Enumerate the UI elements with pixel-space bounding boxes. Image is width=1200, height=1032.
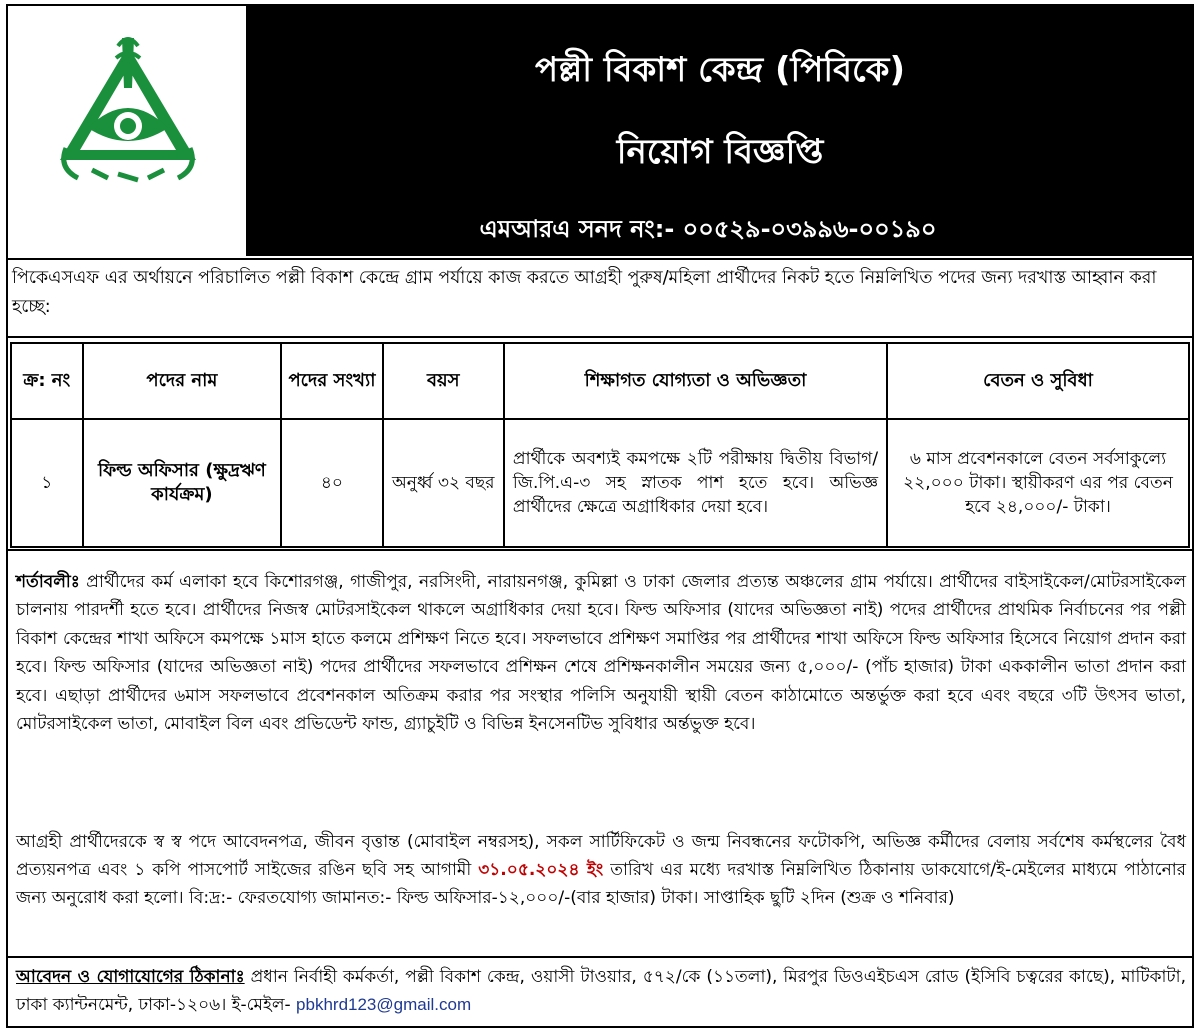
divider: [8, 549, 1192, 551]
header-education: শিক্ষাগত যোগ্যতা ও অভিজ্ঞতা: [504, 343, 887, 419]
email-link[interactable]: pbkhrd123@gmail.com: [296, 995, 472, 1014]
cell-post: ফিল্ড অফিসার (ক্ষুদ্রঋণ কার্যক্রম): [83, 419, 282, 547]
cell-age: অনুর্ধ্ব ৩২ বছর: [383, 419, 504, 547]
header-post: পদের নাম: [83, 343, 282, 419]
job-notice: [6, 4, 1194, 1028]
header-salary: বেতন ও সুবিধা: [887, 343, 1189, 419]
intro-text: পিকেএসএফ এর অর্থায়নে পরিচালিত পল্লী বিকাশ কেন্দ্রে গ্রাম পর্যায়ে কাজ করতে আগ্রহী পুরুষ/মহিলা প্রার্থীদের নিকট হতে নিম্নলিখিত পদের জন্য দরখাস্ত আহ্বান করা হচ্ছে:: [12, 268, 1157, 317]
apply-text-after: তারিখ এর মধ্যে দরখাস্ত নিম্নলিখিত ঠিকানায় ডাকযোগে/ই-মেইলের মাধ্যমে পাঠানোর জন্য অনুরোধ করা হলো। বি:দ্র:- ফেরতযোগ্য জামানত:- ফিল্ড অফিসার-১২,০০০/-(বার হাজার) টাকা। সাপ্তাহিক ছুটি ২দিন (শুক্র ও শনিবার): [16, 860, 1186, 908]
jobs-table: [10, 342, 1190, 548]
deadline-date: ৩১.০৫.২০২৪ ইং: [478, 860, 604, 880]
apply-text-before: আগ্রহী প্রার্থীদেরকে স্ব স্ব পদে আবেদনপত্র, জীবন বৃত্তান্ত (মোবাইল নম্বরসহ), সকল সার্টিফিকেট ও জন্ম নিবন্ধনের ফটোকপি, অভিজ্ঞ কর্মীদের বেলায় সর্বশেষ কর্মস্থলের বৈধ প্রত্যয়নপত্র এবং ১ কপি পাসপোর্ট সাইজের রঙিন ছবি সহ আগামী: [16, 832, 1186, 880]
org-title: পল্লী বিকাশ কেন্দ্র (পিবিকে): [535, 50, 905, 90]
header: [8, 6, 1192, 260]
header-age: বয়স: [383, 343, 504, 419]
header-count: পদের সংখ্যা: [281, 343, 382, 419]
header-serial: ক্র: নং: [11, 343, 83, 419]
address-text: প্রধান নির্বাহী কর্মকর্তা, পল্লী বিকাশ কেন্দ্র, ওয়াসী টাওয়ার, ৫৭২/কে (১১তলা), মিরপুর ডিওএইচএস রোড (ইসিবি চত্বরের কাছে), মাটিকাটা, ঢাকা ক্যান্টনমেন্ট, ঢাকা-১২০৬। ই-মেইল-: [16, 967, 1186, 1015]
table-row: [11, 419, 1189, 547]
terms-text: প্রার্থীদের কর্ম এলাকা হবে কিশোরগঞ্জ, গাজীপুর, নরসিংদী, নারায়নগঞ্জ, কুমিল্লা ও ঢাকা জেলার প্রত্যন্ত অঞ্চলের গ্রাম পর্যায়ে। প্রার্থীদের বাইসাইকেল/মোটরসাইকেল চালনায় পারদর্শী হতে হবে। প্রার্থীদের নিজস্ব মোটরসাইকেল থাকলে অগ্রাধিকার দেয়া হবে। ফিল্ড অফিসার (যাদের অভিজ্ঞতা নাই) পদের প্রার্থীদের প্রাথমিক নির্বাচনের পর পল্লী বিকাশ কেন্দ্রের শাখা অফিসে কমপক্ষে ১মাস হাতে কলমে প্রশিক্ষণ নিতে হবে। সফলভাবে প্রশিক্ষণ সমাপ্তির পর প্রার্থীদের শাখা অফিসে ফিল্ড অফিসার হিসেবে নিয়োগ প্রদান করা হবে। ফিল্ড অফিসার (যাদের অভিজ্ঞতা নাই) পদের প্রার্থীদের সফলভাবে প্রশিক্ষন শেষে প্রশিক্ষনকালীন সময়ের জন্য ৫,০০০/- (পাঁচ হাজার) টাকা এককালীন ভাতা প্রদান করা হবে। এছাড়া প্রার্থীদের ৬মাস সফলভাবে প্রবেশনকাল অতিক্রম করার পর সংস্থার পলিসি অনুযায়ী স্থায়ী বেতন কাঠামোতে অন্তর্ভুক্ত করা হবে এবং বছরে ৩টি উৎসব ভাতা, মোটরসাইকেল ভাতা, মোবাইল বিল এবং প্রভিডেন্ট ফান্ড, গ্র্যাচুইটি ও বিভিন্ন ইনসেনটিভ সুবিধার অর্ন্তভুক্ত হবে।: [16, 572, 1186, 735]
contact-address: [16, 963, 1186, 1019]
cell-count: ৪০: [281, 419, 382, 547]
terms-label: শর্তাবলীঃ: [16, 572, 80, 592]
cell-education: প্রার্থীকে অবশ্যই কমপক্ষে ২টি পরীক্ষায় দ্বিতীয় বিভাগ/ জি.পি.এ-৩ সহ স্নাতক পাশ হতে হবে। অভিজ্ঞ প্রার্থীদের ক্ষেত্রে অগ্রাধিকার দেয়া হবে।: [504, 419, 887, 547]
title-banner: [248, 6, 1192, 256]
logo-cell: [8, 6, 248, 256]
cell-serial: ১: [11, 419, 83, 547]
table-header-row: [11, 343, 1189, 419]
address-label: আবেদন ও যোগাযোগের ঠিকানাঃ: [16, 967, 245, 987]
registration-number: এমআরএ সনদ নং:- ০০৫২৯-০৩৯৯৬-০০১৯০: [479, 215, 937, 243]
terms-section: [16, 568, 1186, 738]
divider: [8, 956, 1192, 958]
divider: [8, 336, 1192, 338]
cell-salary: ৬ মাস প্রবেশনকালে বেতন সর্বসাকুল্যে ২২,০০০ টাকা। স্থায়ীকরণ এর পর বেতন হবে ২৪,০০০/- টাকা।: [887, 419, 1189, 547]
notice-title: নিয়োগ বিজ্ঞপ্তি: [616, 132, 824, 172]
application-instructions: [16, 828, 1186, 912]
palli-bikash-logo-icon: [48, 28, 208, 188]
